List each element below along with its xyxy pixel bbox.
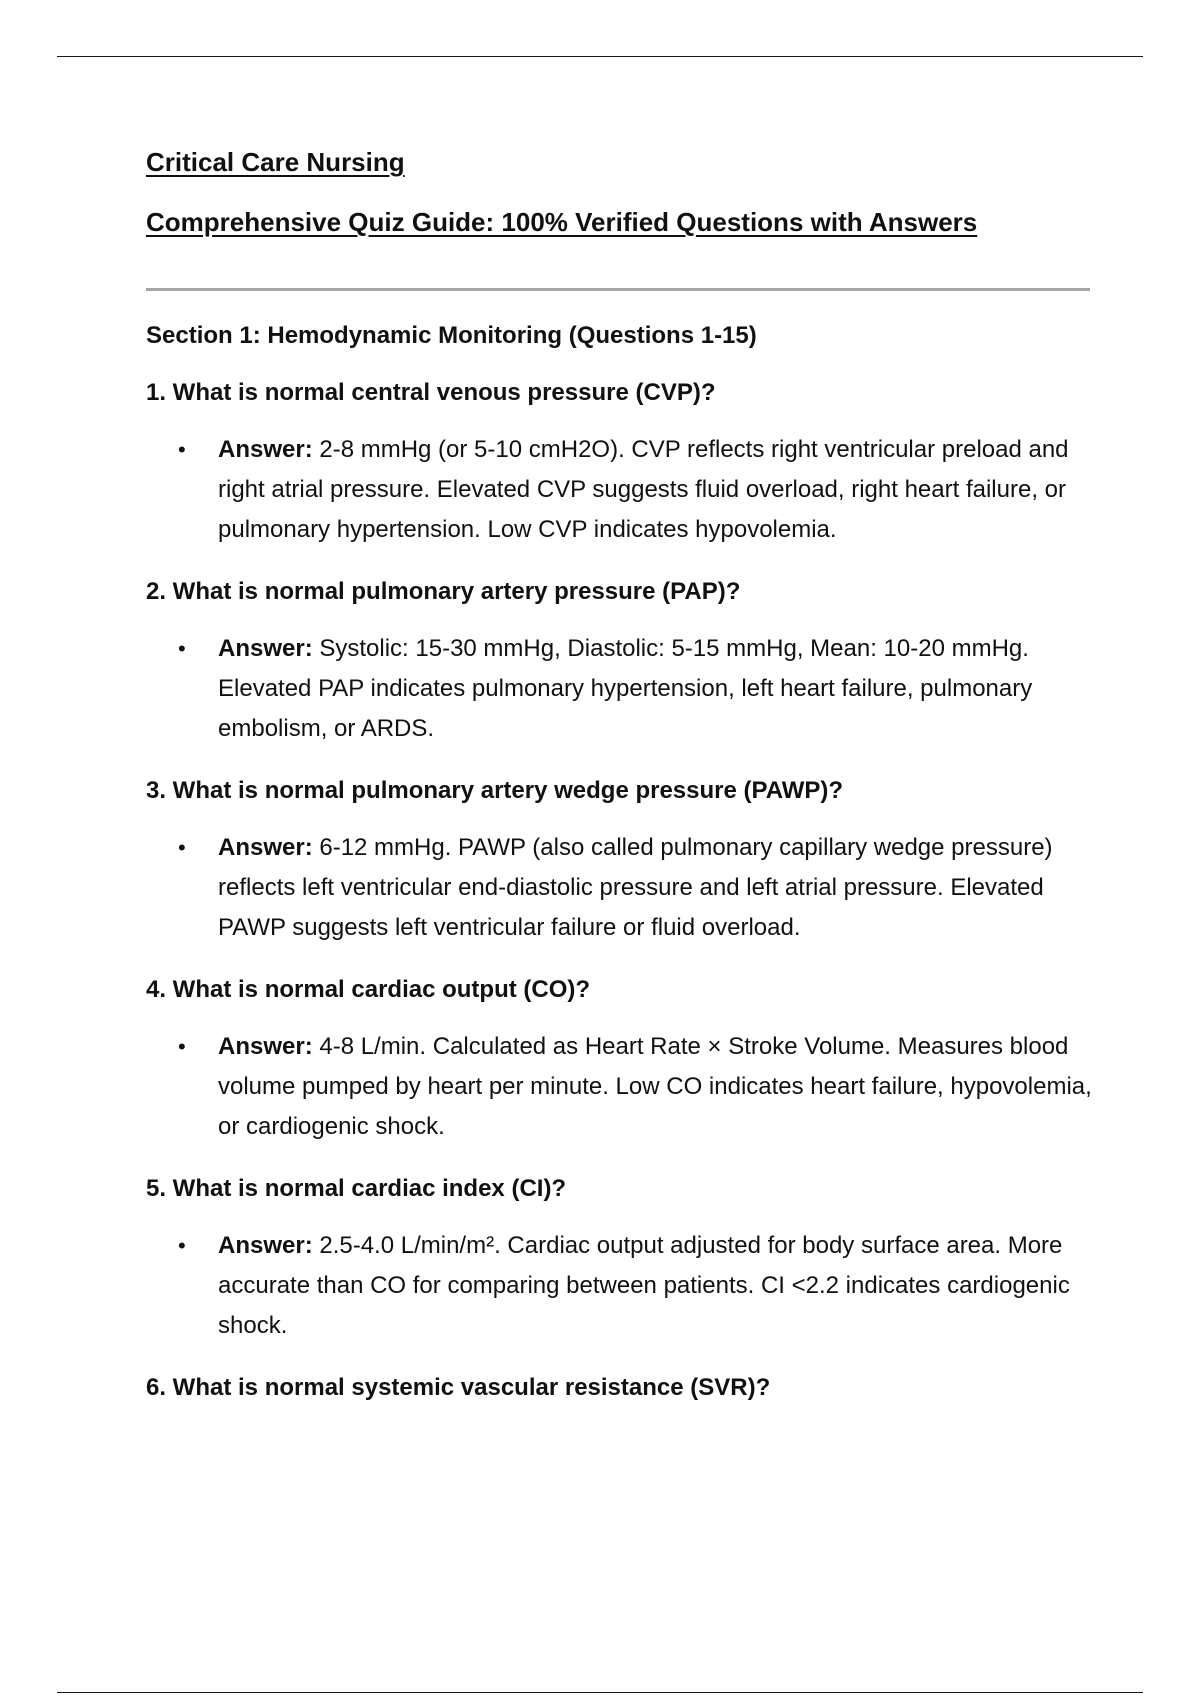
answer-3 <box>146 828 1098 948</box>
answer-5 <box>146 1226 1098 1346</box>
bullet-icon: • <box>178 437 186 462</box>
answer-label: Answer: <box>218 834 313 861</box>
answer-1 <box>146 430 1098 550</box>
answer-list-1 <box>146 430 1096 550</box>
answer-label: Answer: <box>218 1232 313 1259</box>
bullet-icon: • <box>178 1233 186 1258</box>
page-top-rule <box>57 56 1143 57</box>
page-bottom-rule <box>57 1692 1143 1693</box>
bullet-icon: • <box>178 636 186 661</box>
answer-label: Answer: <box>218 1033 313 1060</box>
answer-text: Systolic: 15-30 mmHg, Diastolic: 5-15 mmHg, Mean: 10-20 mmHg. Elevated PAP indicates pulmonary hypertension, left heart failure, pulmonary embolism, or ARDS. <box>218 635 1033 742</box>
question-2: 2. What is normal pulmonary artery pressure (PAP)? <box>146 578 741 605</box>
question-3: 3. What is normal pulmonary artery wedge pressure (PAWP)? <box>146 777 844 804</box>
answer-text: 2.5-4.0 L/min/m². Cardiac output adjusted for body surface area. More accurate than CO for comparing between patients. CI <2.2 indicates cardiogenic shock. <box>218 1232 1070 1339</box>
answer-4 <box>146 1027 1098 1147</box>
answer-text: 6-12 mmHg. PAWP (also called pulmonary capillary wedge pressure) reflects left ventricular end-diastolic pressure and left atrial pressure. Elevated PAWP suggests left ventricular failure or fluid overload. <box>218 834 1053 941</box>
answer-list-5 <box>146 1226 1096 1346</box>
answer-list-2 <box>146 629 1096 749</box>
document-subtitle: Comprehensive Quiz Guide: 100% Verified Questions with Answers <box>146 207 978 237</box>
question-1: 1. What is normal central venous pressure (CVP)? <box>146 379 716 406</box>
answer-list-4 <box>146 1027 1096 1147</box>
answer-label: Answer: <box>218 635 313 662</box>
answer-2 <box>146 629 1098 749</box>
question-6: 6. What is normal systemic vascular resistance (SVR)? <box>146 1374 771 1401</box>
answer-text: 2-8 mmHg (or 5-10 cmH2O). CVP reflects right ventricular preload and right atrial pressure. Elevated CVP suggests fluid overload, right heart failure, or pulmonary hypertension. Low CVP indicates hypovolemia. <box>218 436 1069 543</box>
document-title: Critical Care Nursing <box>146 147 405 177</box>
answer-text: 4-8 L/min. Calculated as Heart Rate × Stroke Volume. Measures blood volume pumped by heart per minute. Low CO indicates heart failure, hypovolemia, or cardiogenic shock. <box>218 1033 1092 1140</box>
document-body <box>146 146 1096 1403</box>
question-5: 5. What is normal cardiac index (CI)? <box>146 1175 567 1202</box>
bullet-icon: • <box>178 1034 186 1059</box>
answer-label: Answer: <box>218 436 313 463</box>
bullet-icon: • <box>178 835 186 860</box>
question-4: 4. What is normal cardiac output (CO)? <box>146 976 591 1003</box>
section-divider <box>146 288 1090 291</box>
answer-list-3 <box>146 828 1096 948</box>
section-heading: Section 1: Hemodynamic Monitoring (Questions 1-15) <box>146 322 757 349</box>
